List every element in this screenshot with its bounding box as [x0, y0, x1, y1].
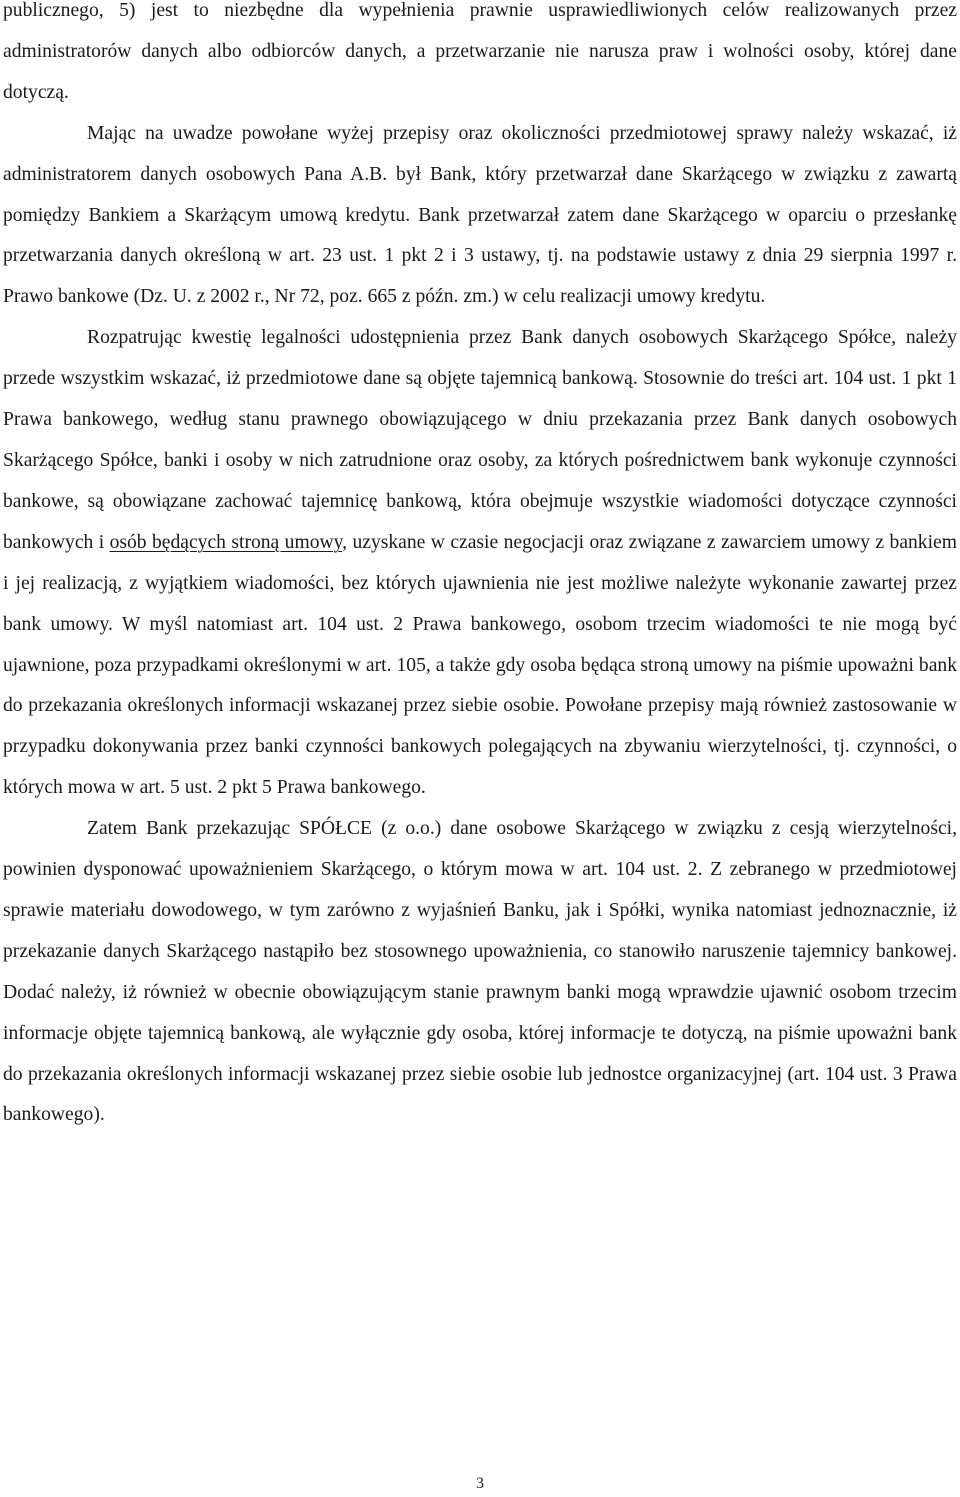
- paragraph-bank-secrecy-part1: Rozpatrując kwestię legalności udostępnienia przez Bank danych osobowych Skarżącego Spółce, należy przede wszystkim wskazać, iż przedmiotowe dane są objęte tajemnicą bankową. Stosownie do treści art. 104 ust. 1 pkt 1 Prawa bankowego, według stanu prawnego obowiązującego w dniu przekazania przez Bank danych osobowych Skarżącego Spółce, banki i osoby w nich zatrudnione oraz osoby, za których pośrednictwem bank wykonuje czynności bankowe, są obowiązane zachować tajemnicę bankową, która obejmuje wszystkie wiadomości dotyczące czynności bankowych i: [3, 327, 957, 553]
- underlined-phrase: osób będących stroną umowy: [109, 531, 343, 553]
- paragraph-conclusion: Zatem Bank przekazując SPÓŁCE (z o.o.) dane osobowe Skarżącego w związku z cesją wierzytelności, powinien dysponować upoważnieniem Skarżącego, o którym mowa w art. 104 ust. 2. Z zebranego w przedmiotowej sprawie materiału dowodowego, w tym zarówno z wyjaśnień Banku, jak i Spółki, wynika natomiast jednoznacznie, iż przekazanie danych Skarżącego nastąpiło bez stosownego upoważnienia, co stanowiło naruszenie tajemnicy bankowej. Dodać należy, iż również w obecnie obowiązującym stanie prawnym banki mogą wprawdzie ujawnić osobom trzecim informacje objęte tajemnicą bankową, ale wyłącznie gdy osoba, której informacje te dotyczą, na piśmie upoważni bank do przekazania określonych informacji wskazanej przez siebie osobie lub jednostce organizacyjnej (art. 104 ust. 3 Prawa bankowego).: [3, 818, 957, 1126]
- paragraph-bank-secrecy-part2: , uzyskane w czasie negocjacji oraz związane z zawarciem umowy z bankiem i jej realizacją, z wyjątkiem wiadomości, bez których ujawnienia nie jest możliwe należyte wykonanie zawartej przez bank umowy. W myśl natomiast art. 104 ust. 2 Prawa bankowego, osobom trzecim wiadomości te nie mogą być ujawnione, poza przypadkami określonymi w art. 105, a także gdy osoba będąca stroną umowy na piśmie upoważni bank do przekazania określonych informacji wskazanej przez siebie osobie. Powołane przepisy mają również zastosowanie w przypadku dokonywania przez banki czynności bankowych polegających na zbywaniu wierzytelności, tj. czynności, o których mowa w art. 5 ust. 2 pkt 5 Prawa bankowego.: [3, 531, 957, 799]
- document-page: [3, 0, 957, 1136]
- paragraph-continuation: publicznego, 5) jest to niezbędne dla wypełnienia prawnie usprawiedliwionych celów realizowanych przez administratorów danych albo odbiorców danych, a przetwarzanie nie narusza praw i wolności osoby, której dane dotyczą.: [3, 0, 957, 103]
- page-number: 3: [476, 1475, 484, 1492]
- paragraph-bank-administrator: Mając na uwadze powołane wyżej przepisy oraz okoliczności przedmiotowej sprawy należy wskazać, iż administratorem danych osobowych Pana A.B. był Bank, który przetwarzał dane Skarżącego w związku z zawartą pomiędzy Bankiem a Skarżącym umową kredytu. Bank przetwarzał zatem dane Skarżącego w oparciu o przesłankę przetwarzania danych określoną w art. 23 ust. 1 pkt 2 i 3 ustawy, tj. na podstawie ustawy z dnia 29 sierpnia 1997 r. Prawo bankowe (Dz. U. z 2002 r., Nr 72, poz. 665 z późn. zm.) w celu realizacji umowy kredytu.: [3, 122, 957, 308]
- paragraph-bank-secrecy: [3, 318, 957, 809]
